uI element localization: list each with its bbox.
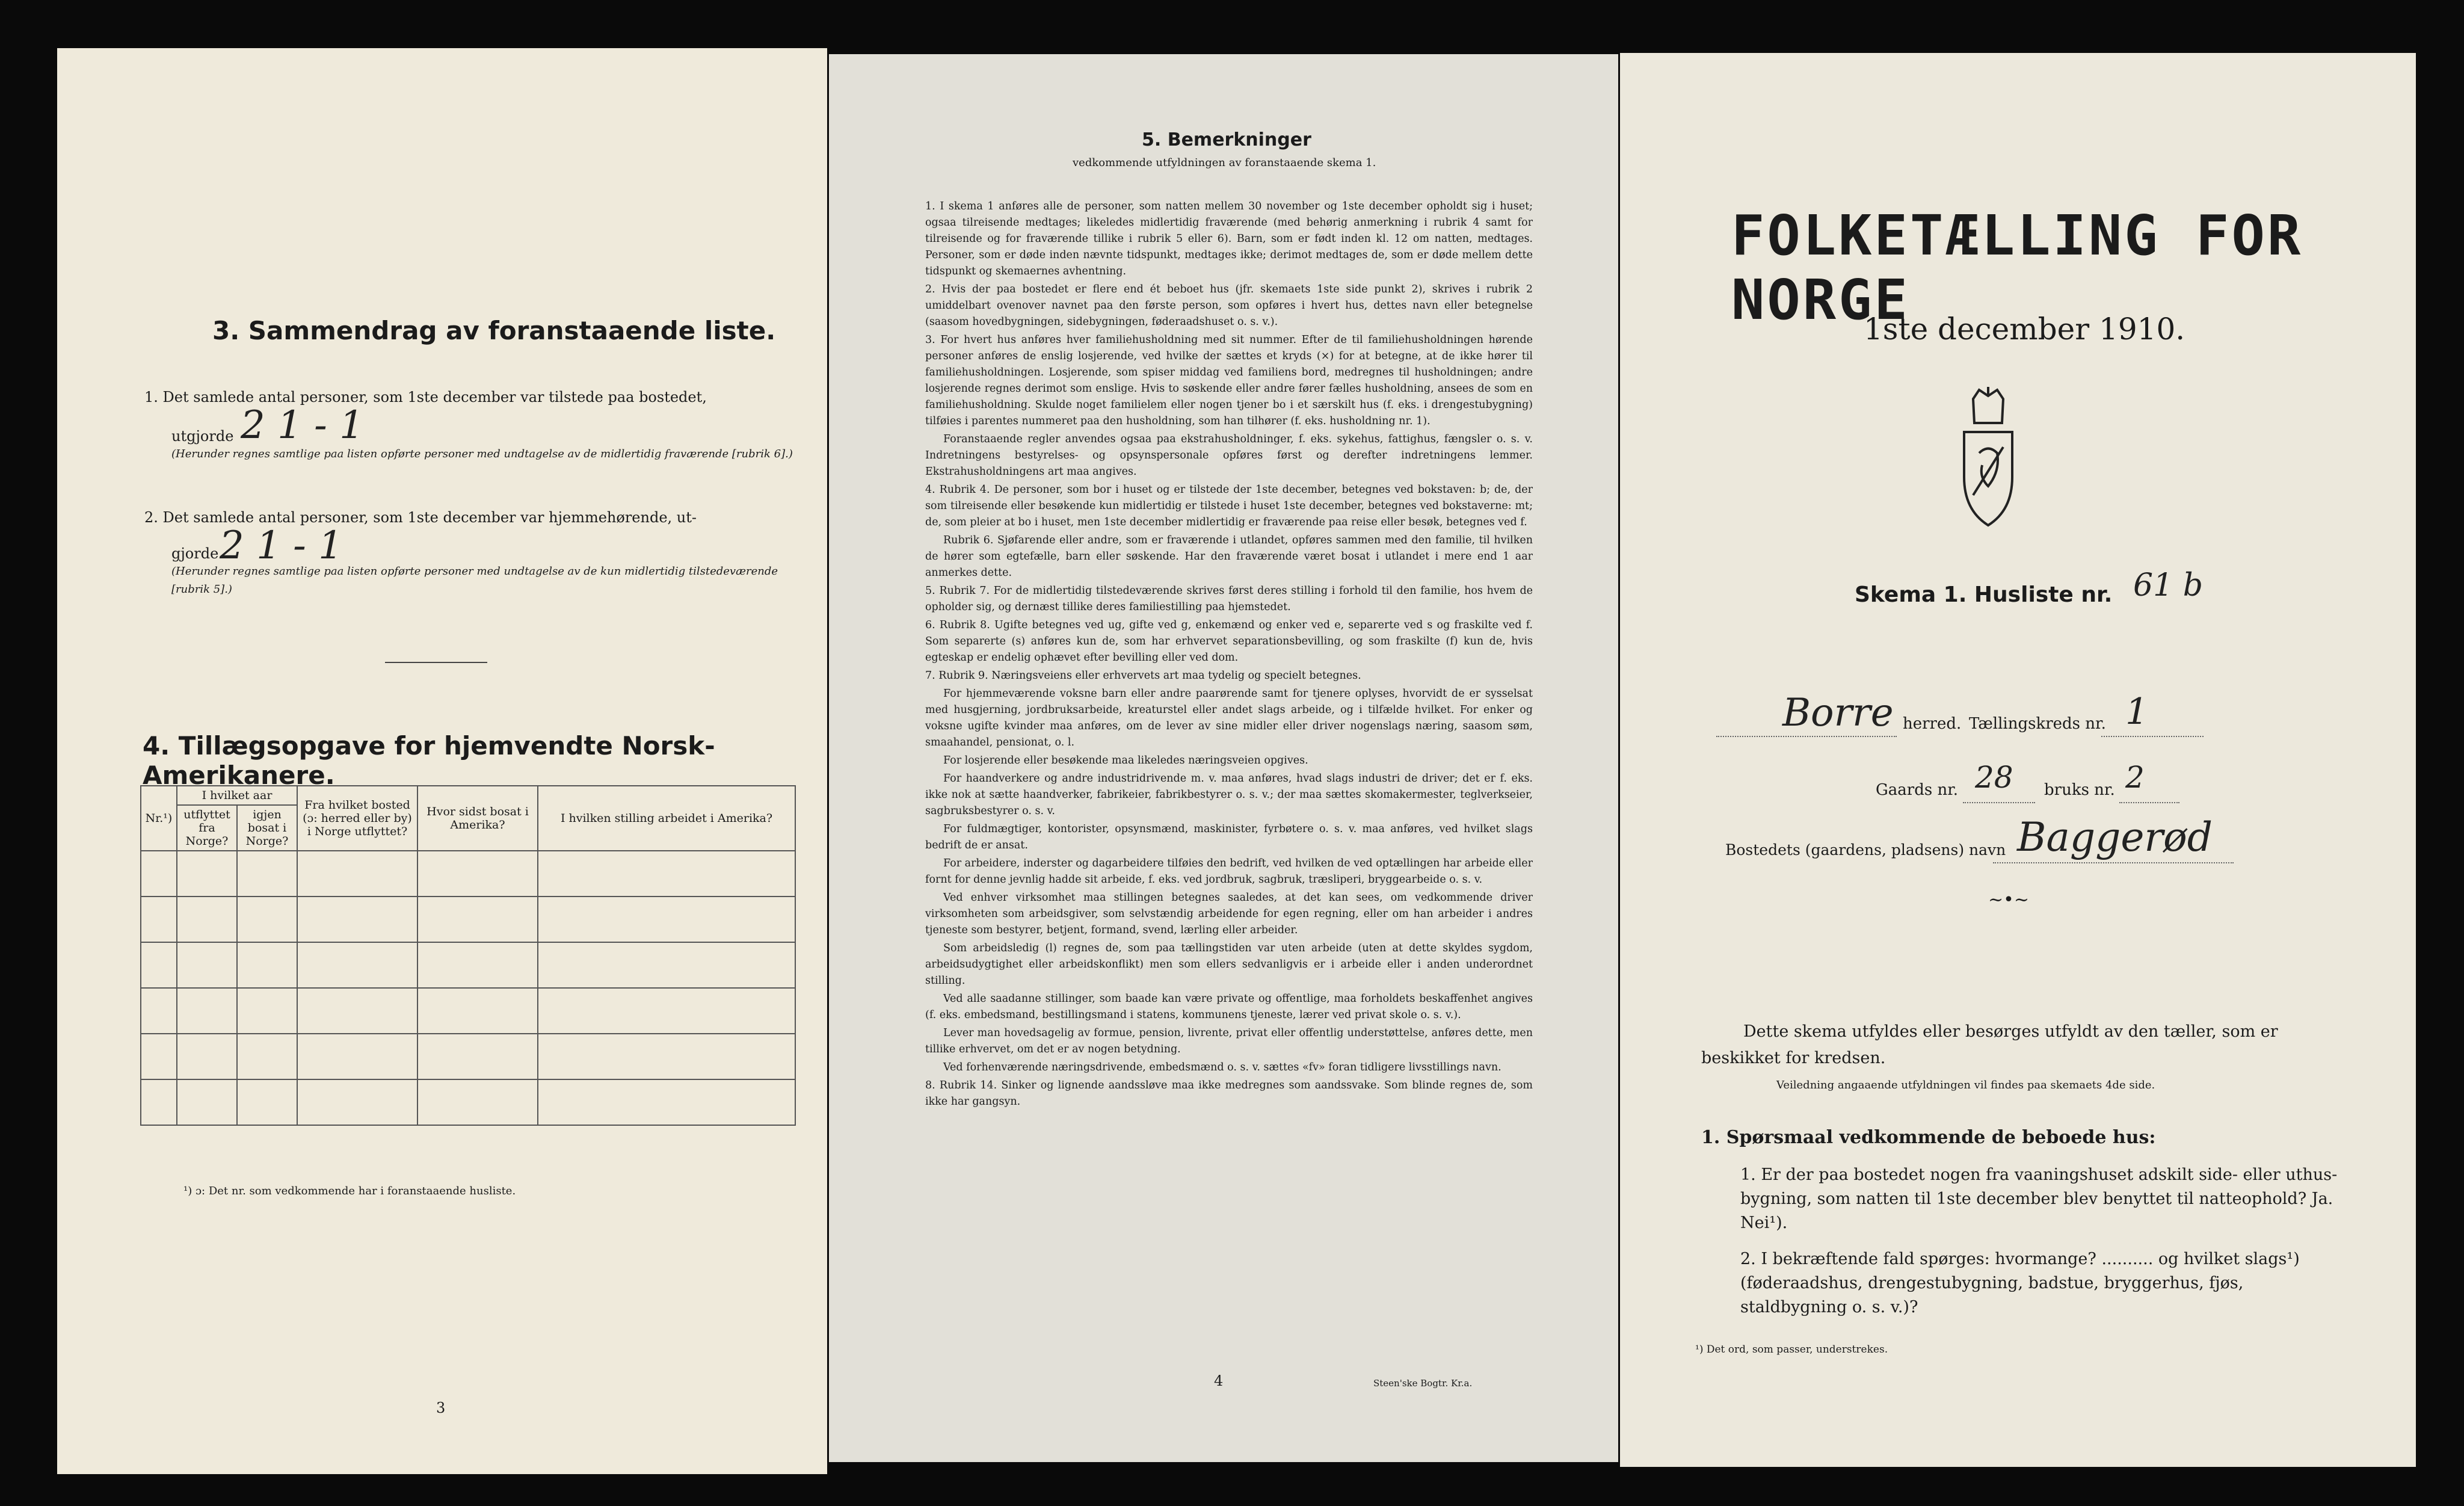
bemerkning-paragraph: 3. For hvert hus anføres hver familiehusholdning med sit nummer. Efter de til familiehusholdningen hørende personer anføres de enslig losjerende, ved hvilke der sættes et kryds (×) for at betegne, at de ikke hører til familiehusholdningen. Losjerende, som spiser middag ved familiens bord, medregnes til husholdningen; andre losjerende regnes derimot som enslige. Hvis to søskende eller andre fører fælles husholdning, ansees de som en familiehusholdning. Skulde noget familielem eller nogen tjener bo i et særskilt hus (f. eks. i drengestubygning) tilføies i parentes nummeret paa den husholdning, som han tilhører (f. eks. husholdning nr. 1). xyxy=(925,334,1533,427)
form-date: 1ste december 1910. xyxy=(1864,312,2185,347)
bruks-label: bruks nr. xyxy=(2044,781,2115,799)
table-row xyxy=(141,1079,795,1125)
left-page xyxy=(57,48,827,1474)
item2-utgjorde-label: gjorde xyxy=(171,545,219,562)
middle-page xyxy=(829,54,1618,1462)
bruks-value: 2 xyxy=(2125,760,2145,795)
col-nr: Nr.¹) xyxy=(141,786,177,851)
table-row xyxy=(141,851,795,897)
bemerkning-paragraph: For haandverkere og andre industridrivende m. v. maa anføres, hvad slags industri de driver; det er f. eks. ikke nok at sætte haandverker, fabrikeier, fabrikbestyrer o. s. v.; der maa sættes skomakermester, teglverkseier, sagbruksbestyrer o. s. v. xyxy=(925,773,1533,817)
ornament: ~•~ xyxy=(1988,889,2029,910)
question-1: 1. Er der paa bostedet nogen fra vaaningshuset adskilt side- eller uthus-bygning, som natten til 1ste december blev benyttet til natteophold? Ja. Nei¹). xyxy=(1740,1165,2338,1232)
gaards-value: 28 xyxy=(1975,760,2013,795)
bemerkning-paragraph: For losjerende eller besøkende maa likeledes næringsveien opgives. xyxy=(943,755,1308,767)
bemerkning-paragraph: Rubrik 6. Sjøfarende eller andre, som er fraværende i utlandet, opføres sammen med den familie, til hvilken de hører som egtefælle, barn eller søskende. Har den fraværende været bosat i utlandet i mere end 1 aar anmerkes dette. xyxy=(925,534,1533,579)
bosted-field xyxy=(1993,814,2234,863)
item2-note: (Herunder regnes samtlige paa listen opførte personer med undtagelse av de kun midlertidig tilstedeværende [rubrik 5].) xyxy=(171,565,778,596)
bemerkning-paragraph: Ved enhver virksomhet maa stillingen betegnes saaledes, at det kan sees, om vedkommende driver virksomheten som arbeidsgiver, som selvstændig arbeidende for egen regning, eller om han arbeider i andres tjeneste som bestyrer, betjent, formand, svend, lærling eller arbeider. xyxy=(925,892,1533,936)
table-row xyxy=(141,1034,795,1079)
bruks-field xyxy=(2119,760,2179,803)
bemerkning-paragraph: 2. Hvis der paa bostedet er flere end ét beboet hus (jfr. skemaets 1ste side punkt 2), skrives i rubrik 2 umiddelbart ovenover navnet paa den første person, som opføres i hvert hus, dettes navn eller betegnelse (saasom hovedbygningen, sidebygningen, føderaadshuset o. s. v.). xyxy=(925,283,1533,328)
divider xyxy=(385,662,487,663)
bosted-value: Baggerød xyxy=(2017,814,2213,860)
gaards-label: Gaards nr. xyxy=(1876,781,1959,799)
bemerkning-paragraph: Ved alle saadanne stillinger, som baade kan være private og offentlige, maa forholdets beskaffenhet angives (f. eks. embedsmand, bestillingsmand i statens, kommunens tjeneste, lærer ved privat skole o. s. v.). xyxy=(925,993,1533,1021)
col-igjen: igjen bosat i Norge? xyxy=(237,805,297,851)
col-group-aar: I hvilket aar xyxy=(177,786,297,805)
bemerkninger-subtitle: vedkommende utfyldningen av foranstaaende skema 1. xyxy=(1073,156,1376,169)
skema-label: Skema 1. Husliste nr. xyxy=(1855,582,2113,607)
bemerkning-paragraph: 4. Rubrik 4. De personer, som bor i huset og er tilstede der 1ste december, betegnes ved bokstaven: b; de, der som tilreisende eller besøkende kun midlertidig er tilstede i huset 1ste december, betegnes ved bokstaverne: mt; de, som pleier at bo i huset, men 1ste december midlertidig er fraværende paa reise eller besøk, betegnes ved f. xyxy=(925,484,1533,528)
item1-note: (Herunder regnes samtlige paa listen opførte personer med undtagelse av de midlertidig fraværende [rubrik 6].) xyxy=(171,448,793,460)
col-utflyttet: utflyttet fra Norge? xyxy=(177,805,237,851)
table-row xyxy=(141,988,795,1034)
item1-handwritten: 2 1 - 1 xyxy=(241,403,364,448)
question-heading: 1. Spørsmaal vedkommende de beboede hus: xyxy=(1701,1127,2156,1148)
bemerkning-paragraph: For fuldmægtiger, kontorister, opsynsmænd, maskinister, fyrbøtere o. s. v. maa anføres, ved hvilket slags bedrift de er ansat. xyxy=(925,823,1533,851)
bemerkning-paragraph: 7. Rubrik 9. Næringsveiens eller erhvervets art maa tydelig og specielt betegnes. xyxy=(925,670,1361,682)
right-footnote: ¹) Det ord, som passer, understrekes. xyxy=(1695,1344,1888,1356)
herred-value: Borre xyxy=(1782,691,1894,735)
bemerkninger-title: 5. Bemerkninger xyxy=(1142,129,1311,150)
bemerkning-paragraph: Foranstaaende regler anvendes ogsaa paa ekstrahusholdninger, f. eks. sykehus, fattighus, fængsler o. s. v. Indretningens bestyrelses- og opsynspersonale opføres først og derefter indretningens lemmer. Ekstrahusholdningens art maa angives. xyxy=(925,433,1533,478)
section4-title: 4. Tillægsopgave for hjemvendte Norsk-Amerikanere. xyxy=(143,731,715,790)
instruction-text: Dette skema utfyldes eller besørges utfyldt av den tæller, som er beskikket for kredsen. xyxy=(1701,1022,2278,1067)
table-row xyxy=(141,897,795,942)
left-footnote: ¹) ɔ: Det nr. som vedkommende har i foranstaaende husliste. xyxy=(183,1185,516,1197)
bemerkning-paragraph: 5. Rubrik 7. For de midlertidig tilstedeværende skrives først deres stilling i forhold til den familie, hos hvem de opholder sig, og dernæst tillike deres familiestilling paa hjemstedet. xyxy=(925,585,1533,613)
item2-text: 2. Det samlede antal personer, som 1ste december var hjemmehørende, ut- xyxy=(144,509,697,526)
bemerkning-paragraph: 8. Rubrik 14. Sinker og lignende aandssløve maa ikke medregnes som aandssvake. Som blinde regnes de, som ikke har gangsyn. xyxy=(925,1079,1533,1108)
bemerkning-paragraph: For hjemmeværende voksne barn eller andre paarørende samt for tjenere oplyses, hvorvidt de er sysselsat med husgjerning, jordbruksarbeide, kreaturstel eller andet slags arbeide, og i tilfælde hvilket. For enker og voksne ugifte kvinder maa anføres, om de lever av sine midler eller driver nogenslags næring, saasom søm, smaahandel, pensionat, o. l. xyxy=(925,688,1533,748)
printer-mark: Steen'ske Bogtr. Kr.a. xyxy=(1373,1378,1473,1389)
bemerkning-paragraph: Som arbeidsledig (l) regnes de, som paa tællingstiden var uten arbeide (uten at dette skyldes sygdom, arbeidsudygtighet eller arbeidskonflikt) men som ellers sedvanligvis er i arbeide eller i anden underordnet stilling. xyxy=(925,942,1533,987)
col-fra-bosted: Fra hvilket bosted (ɔ: herred eller by) i Norge utflyttet? xyxy=(297,786,417,851)
bemerkninger-list xyxy=(925,199,1533,1112)
kreds-value: 1 xyxy=(2125,691,2149,733)
right-page xyxy=(1620,53,2416,1467)
norway-coat-of-arms-icon xyxy=(1955,387,2021,531)
bemerkning-paragraph: For arbeidere, inderster og dagarbeidere tilføies den bedrift, ved hvilken de ved optællingen har arbeide eller fornt for denne jevnlig hadde sit arbeide, f. eks. ved jordbruk, sagbruk, træsliperi, bryggearbeide o. s. v. xyxy=(925,857,1533,886)
page-number-3: 3 xyxy=(436,1400,446,1416)
kreds-field xyxy=(2101,691,2204,737)
bemerkning-paragraph: 1. I skema 1 anføres alle de personer, som natten mellem 30 november og 1ste december opholdt sig i huset; ogsaa tilreisende medtages; likeledes midlertidig fraværende (med behørig anmerkning i rubrik 4 samt for tilreisende og for fraværende tillike i rubrik 5 eller 6). Barn, som er født inden kl. 12 om natten, medtages. Personer, som er døde inden nævnte tidspunkt, medtages ikke; derimot medtages de, som er døde mellem dette tidspunkt og skemaernes avhentning. xyxy=(925,200,1533,277)
husliste-nr: 61 b xyxy=(2133,567,2203,603)
instruction-small: Veiledning angaaende utfyldningen vil findes paa skemaets 4de side. xyxy=(1776,1079,2155,1091)
table-row xyxy=(141,942,795,988)
herred-label: herred. xyxy=(1903,715,1962,733)
bosted-label: Bostedets (gaardens, pladsens) navn xyxy=(1725,841,2006,859)
col-hvor-bosat: Hvor sidst bosat i Amerika? xyxy=(417,786,538,851)
page-number-4: 4 xyxy=(1214,1372,1224,1389)
item1-text: 1. Det samlede antal personer, som 1ste december var tilstede paa bostedet, xyxy=(144,389,707,406)
norsk-amerikanere-table xyxy=(140,785,796,1126)
bemerkning-paragraph: 6. Rubrik 8. Ugifte betegnes ved ug, gifte ved g, enkemænd og enker ved e, separerte ved s og fraskilte ved f. Som separerte (s) anføres kun de, som har erhvervet separationsbevilling, og som fraskilte (f) kun de, hvis egteskap er endelig ophævet efter bevilling eller ved dom. xyxy=(925,619,1533,664)
bemerkning-paragraph: Ved forhenværende næringsdrivende, embedsmænd o. s. v. sættes «fv» foran tidligere livsstillings navn. xyxy=(943,1061,1502,1073)
herred-field xyxy=(1716,691,1897,737)
form-title: FOLKETÆLLING FOR NORGE xyxy=(1731,203,2303,332)
item1-utgjorde-label: utgjorde xyxy=(171,428,234,445)
item2-handwritten: 2 1 - 1 xyxy=(220,523,343,568)
gaards-field xyxy=(1963,760,2035,803)
col-stilling: I hvilken stilling arbeidet i Amerika? xyxy=(538,786,795,851)
section3-title: 3. Sammendrag av foranstaaende liste. xyxy=(212,316,776,345)
question-2: 2. I bekræftende fald spørges: hvormange? .......... og hvilket slags¹) (føderaadshus, drengestubygning, badstue, bryggerhus, fjøs, staldbygning o. s. v.)? xyxy=(1740,1250,2300,1316)
kreds-label: Tællingskreds nr. xyxy=(1969,715,2106,733)
bemerkning-paragraph: Lever man hovedsagelig av formue, pension, livrente, privat eller offentlig understøttelse, anføres dette, men tillike erhvervet, om det er av nogen betydning. xyxy=(925,1027,1533,1055)
